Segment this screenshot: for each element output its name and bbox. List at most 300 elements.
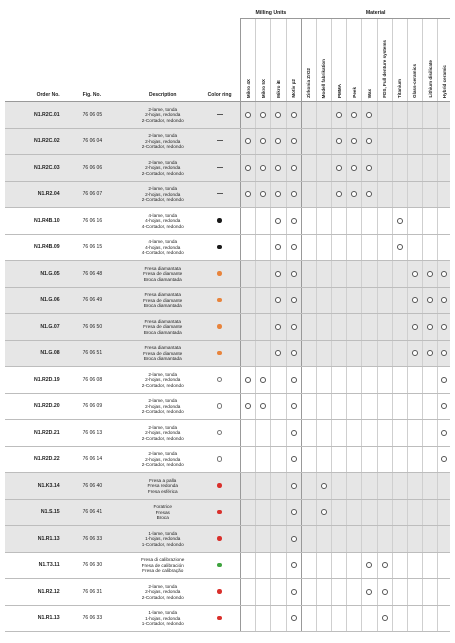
compatibility-cell [271,128,286,155]
description-line: Fresa de calibración [141,562,184,568]
fig-number: 76 06 30 [64,552,127,579]
color-ring-dot-white [217,430,223,436]
compatibility-cell [392,367,407,394]
compatible-circle-icon [291,138,297,144]
compatibility-cell [422,261,437,288]
group-material: Material [301,7,450,19]
compatibility-cell [407,208,422,235]
description-line: Fresa diamantata [144,345,181,350]
color-ring-cell [199,102,240,129]
color-ring-dot-white [217,456,223,462]
compatible-circle-icon [291,615,297,621]
compatible-circle-icon [441,377,447,383]
compatible-circle-icon [441,297,447,303]
compatibility-cell [407,579,422,606]
compatibility-cell [347,579,362,606]
description-line: 1-lame, tonda [148,610,178,615]
compatibility-cell [377,393,392,420]
compatibility-cell [347,393,362,420]
compatibility-cell [241,102,256,129]
compatibility-cell [286,314,301,341]
compatibility-cell [256,314,271,341]
order-number: N1.G.06 [5,287,64,314]
compatibility-cell [286,287,301,314]
compatibility-cell [422,579,437,606]
description-line: 2-hojas, redonda [145,430,181,435]
compatibility-cell [438,287,450,314]
compatibility-cell [438,499,450,526]
description-line: 2-Cortador, redondo [141,594,184,600]
compatibility-cell [377,314,392,341]
compatibility-cell [332,579,347,606]
compatibility-cell [438,314,450,341]
header-column-label: Mikro iE [275,80,281,98]
fig-number: 76 06 14 [64,446,127,473]
description-line: 2-Cortador, redondo [141,409,184,414]
compatible-circle-icon [336,191,342,197]
order-number: N1.R2C.03 [5,155,64,182]
compatibility-cell [241,446,256,473]
compatible-circle-icon [291,589,297,595]
compatibility-cell [362,314,377,341]
order-number: N1.R4B.10 [5,208,64,235]
compatibility-cell [347,605,362,632]
table-row [5,234,450,261]
compatibility-cell [362,234,377,261]
table-row [5,499,450,526]
compatibility-cell [316,579,331,606]
no-ring-dash [217,193,223,194]
fig-number: 76 06 48 [64,261,127,288]
compatibility-cell [392,499,407,526]
header-column-label: Zirkonia ZrO2 [306,68,312,98]
compatibility-cell [392,208,407,235]
compatibility-cell [301,473,316,500]
header-fig-no: Fig. No. [64,19,127,102]
compatibility-cell [332,287,347,314]
color-ring-dot-black [217,218,222,223]
color-ring-cell [199,420,240,447]
table-row [5,579,450,606]
description-line: 2-hojas, redonda [145,403,181,409]
compatibility-cell [422,473,437,500]
compatibility-cell [271,605,286,632]
compatibility-cell [332,473,347,500]
table-row [5,287,450,314]
compatibility-cell [271,579,286,606]
compatibility-cell [301,367,316,394]
compatibility-cell [256,234,271,261]
compatibility-cell [347,155,362,182]
compatibility-cell [422,605,437,632]
compatibility-cell [407,287,422,314]
compatibility-cell [422,234,437,261]
compatibility-cell [407,605,422,632]
order-number: N1.R1.13 [5,526,64,553]
compatibility-cell [241,128,256,155]
compatibility-cell [301,420,316,447]
compatibility-cell [286,526,301,553]
compatibility-cell [241,181,256,208]
compatibility-cell [407,261,422,288]
compatibility-cell [241,155,256,182]
compatible-circle-icon [291,456,297,462]
compatibility-cell [347,261,362,288]
compatibility-cell [438,473,450,500]
order-number: N1.R2C.01 [5,102,64,129]
compatibility-cell [392,340,407,367]
compatibility-cell [301,579,316,606]
table-body [5,102,450,632]
compatibility-cell [286,367,301,394]
compatibility-cell [271,102,286,129]
table-row [5,420,450,447]
compatible-circle-icon [366,562,372,568]
order-number: N1.S.15 [5,499,64,526]
description [126,155,199,182]
compatibility-cell [316,605,331,632]
compatible-circle-icon [275,271,281,277]
compatible-circle-icon [427,350,433,356]
compatibility-cell [438,367,450,394]
compatible-circle-icon [275,350,281,356]
compatibility-cell [362,128,377,155]
header-column [301,19,316,102]
compatibility-cell [332,526,347,553]
fig-number: 76 06 06 [64,155,127,182]
compatibility-cell [438,208,450,235]
compatible-circle-icon [412,350,418,356]
compatibility-cell [438,340,450,367]
compatibility-cell [392,552,407,579]
header-column [438,19,450,102]
compatibility-cell [377,526,392,553]
description-line: 2-hojas, redonda [145,191,181,197]
compatibility-cell [377,446,392,473]
order-number: N1.G.07 [5,314,64,341]
compatibility-cell [407,155,422,182]
compatibility-cell [362,420,377,447]
compatible-circle-icon [260,403,266,409]
description-line: 2-Cortador, redondo [141,462,184,467]
compatibility-cell [377,155,392,182]
compatibility-cell [241,605,256,632]
compatible-circle-icon [382,562,388,568]
product-table-sheet [5,7,450,632]
compatibility-cell [392,234,407,261]
compatible-circle-icon [291,191,297,197]
compatibility-cell [332,552,347,579]
compatibility-cell [422,155,437,182]
compatibility-cell [347,208,362,235]
fig-number: 76 06 15 [64,234,127,261]
header-column-label: Hybrid ceramic [441,64,447,98]
description [126,208,199,235]
description-line: 2-hojas, redonda [145,165,181,170]
description-line: 2-hojas, redonda [145,138,181,144]
table-row [5,155,450,182]
compatibility-cell [407,314,422,341]
description [126,393,199,420]
compatible-circle-icon [412,297,418,303]
description-line: 2-Cortador, redondo [141,144,184,149]
table-row [5,526,450,553]
compatibility-cell [301,261,316,288]
description [126,287,199,314]
compatibility-cell [286,340,301,367]
color-ring-dot-red [217,483,222,488]
compatibility-cell [332,446,347,473]
compatible-circle-icon [275,112,281,118]
compatibility-cell [271,420,286,447]
product-table [5,7,450,632]
description [126,552,199,579]
compatibility-cell [256,128,271,155]
order-number: N1.G.05 [5,261,64,288]
compatibility-cell [332,367,347,394]
compatibility-cell [347,181,362,208]
compatibility-cell [271,393,286,420]
compatibility-cell [256,393,271,420]
compatibility-cell [271,261,286,288]
description-line: 2-hojas, redonda [145,377,181,382]
no-ring-dash [217,140,223,141]
table-row [5,208,450,235]
fig-number: 76 06 07 [64,181,127,208]
compatibility-cell [407,552,422,579]
order-number: N1.R2.04 [5,181,64,208]
compatibility-cell [362,526,377,553]
compatibility-cell [392,526,407,553]
compatibility-cell [392,420,407,447]
compatibility-cell [256,446,271,473]
compatibility-cell [392,605,407,632]
compatibility-cell [347,234,362,261]
compatibility-cell [271,499,286,526]
compatibility-cell [362,605,377,632]
table-row [5,552,450,579]
header-column-label: FDS, Full denture systems [382,40,388,98]
order-number: N1.R1.13 [5,605,64,632]
compatibility-cell [241,367,256,394]
compatible-circle-icon [291,377,297,383]
compatible-circle-icon [382,615,388,621]
compatibility-cell [422,340,437,367]
compatible-circle-icon [397,244,403,250]
header-column [377,19,392,102]
color-ring-cell [199,367,240,394]
compatibility-cell [301,181,316,208]
header-column-label: Peek [351,87,357,98]
compatibility-cell [286,552,301,579]
group-milling-units: Milling Units [241,7,302,19]
compatibility-cell [392,287,407,314]
compatible-circle-icon [336,112,342,118]
color-ring-dot-white [217,403,223,409]
compatibility-cell [241,340,256,367]
header-column-label: Titanium [397,78,403,98]
compatible-circle-icon [260,138,266,144]
compatibility-cell [332,155,347,182]
compatibility-cell [407,367,422,394]
compatible-circle-icon [397,218,403,224]
compatibility-cell [301,340,316,367]
description-line: 2-lame, tonda [148,133,178,138]
compatibility-cell [256,102,271,129]
compatibility-cell [316,473,331,500]
compatibility-cell [286,579,301,606]
description-line: 2-Cortador, redondo [141,170,184,176]
table-row [5,473,450,500]
compatibility-cell [438,234,450,261]
compatibility-cell [438,526,450,553]
compatibility-cell [438,605,450,632]
description [126,367,199,394]
compatibility-cell [332,102,347,129]
compatible-circle-icon [441,456,447,462]
description [126,181,199,208]
compatibility-cell [316,420,331,447]
compatibility-cell [347,420,362,447]
compatibility-cell [422,393,437,420]
compatible-circle-icon [291,297,297,303]
compatibility-cell [316,234,331,261]
order-number: N1.R2D.19 [5,367,64,394]
compatibility-cell [392,128,407,155]
compatibility-cell [286,446,301,473]
fig-number: 76 06 49 [64,287,127,314]
compatible-circle-icon [441,271,447,277]
compatibility-cell [271,155,286,182]
compatibility-cell [301,552,316,579]
no-ring-dash [217,114,223,115]
description-line: 1-Cortador, redondo [141,541,184,547]
fig-number: 76 06 16 [64,208,127,235]
description-line: Fresa esférica [147,488,178,494]
compatible-circle-icon [275,138,281,144]
compatibility-cell [316,102,331,129]
compatible-circle-icon [275,218,281,224]
description-line: Broca diamantada [143,356,182,361]
compatibility-cell [422,128,437,155]
compatibility-cell [256,420,271,447]
order-number: N1.R4B.09 [5,234,64,261]
description-line: 1-Cortador, redondo [141,621,184,626]
compatible-circle-icon [260,112,266,118]
compatibility-cell [347,473,362,500]
description-line: Fresa de diamante [143,297,183,303]
compatibility-cell [271,208,286,235]
compatibility-cell [286,393,301,420]
compatible-circle-icon [291,112,297,118]
compatibility-cell [301,102,316,129]
compatible-circle-icon [366,191,372,197]
compatibility-cell [256,552,271,579]
compatibility-cell [286,473,301,500]
compatibility-cell [241,287,256,314]
description-line: 2-Cortador, redondo [141,435,184,441]
compatible-circle-icon [260,191,266,197]
color-ring-cell [199,208,240,235]
color-ring-dot-orange [217,298,222,303]
color-ring-cell [199,526,240,553]
compatibility-cell [256,499,271,526]
description-line: 2-hojas, redonda [145,112,181,117]
compatible-circle-icon [441,430,447,436]
compatibility-cell [438,102,450,129]
description-line: Fresa de diamante [143,271,183,276]
compatibility-cell [438,261,450,288]
compatibility-cell [347,128,362,155]
description [126,499,199,526]
description-line: 4-hojas, redonda [145,244,181,250]
compatibility-cell [377,287,392,314]
compatibility-cell [377,340,392,367]
compatible-circle-icon [336,165,342,171]
compatibility-cell [407,393,422,420]
compatibility-cell [271,367,286,394]
compatible-circle-icon [412,324,418,330]
compatibility-cell [316,499,331,526]
compatibility-cell [392,181,407,208]
compatible-circle-icon [351,112,357,118]
compatibility-cell [316,393,331,420]
table-row [5,102,450,129]
compatibility-cell [286,155,301,182]
header-column [332,19,347,102]
description-line: Fresas [155,509,170,515]
compatibility-cell [316,340,331,367]
compatible-circle-icon [382,589,388,595]
compatibility-cell [377,128,392,155]
table-row [5,314,450,341]
compatibility-cell [286,208,301,235]
color-ring-cell [199,261,240,288]
color-ring-cell [199,552,240,579]
compatibility-cell [392,102,407,129]
compatible-circle-icon [351,191,357,197]
compatibility-cell [362,579,377,606]
description-line: Fresa di calibrazione [141,557,185,562]
header-column-label: Lithium disilicate [427,60,433,98]
table-row [5,261,450,288]
description [126,102,199,129]
order-number: N1.R2C.02 [5,128,64,155]
header-column-label: PMMA [336,83,342,98]
description-line: 2-lame, tonda [148,424,178,430]
compatibility-cell [362,287,377,314]
compatibility-cell [316,314,331,341]
compatibility-cell [438,155,450,182]
compatible-circle-icon [275,165,281,171]
compatibility-cell [362,367,377,394]
compatibility-cell [362,155,377,182]
order-number: N1.K3.14 [5,473,64,500]
compatible-circle-icon [275,191,281,197]
description-line: Broca diamantada [143,276,182,282]
compatibility-cell [316,552,331,579]
compatibility-cell [438,181,450,208]
compatibility-cell [377,473,392,500]
compatible-circle-icon [291,271,297,277]
compatibility-cell [241,420,256,447]
compatibility-cell [286,420,301,447]
compatible-circle-icon [441,350,447,356]
header-color-ring: Color ring [199,19,240,102]
compatibility-cell [377,420,392,447]
compatibility-cell [241,393,256,420]
compatible-circle-icon [291,165,297,171]
